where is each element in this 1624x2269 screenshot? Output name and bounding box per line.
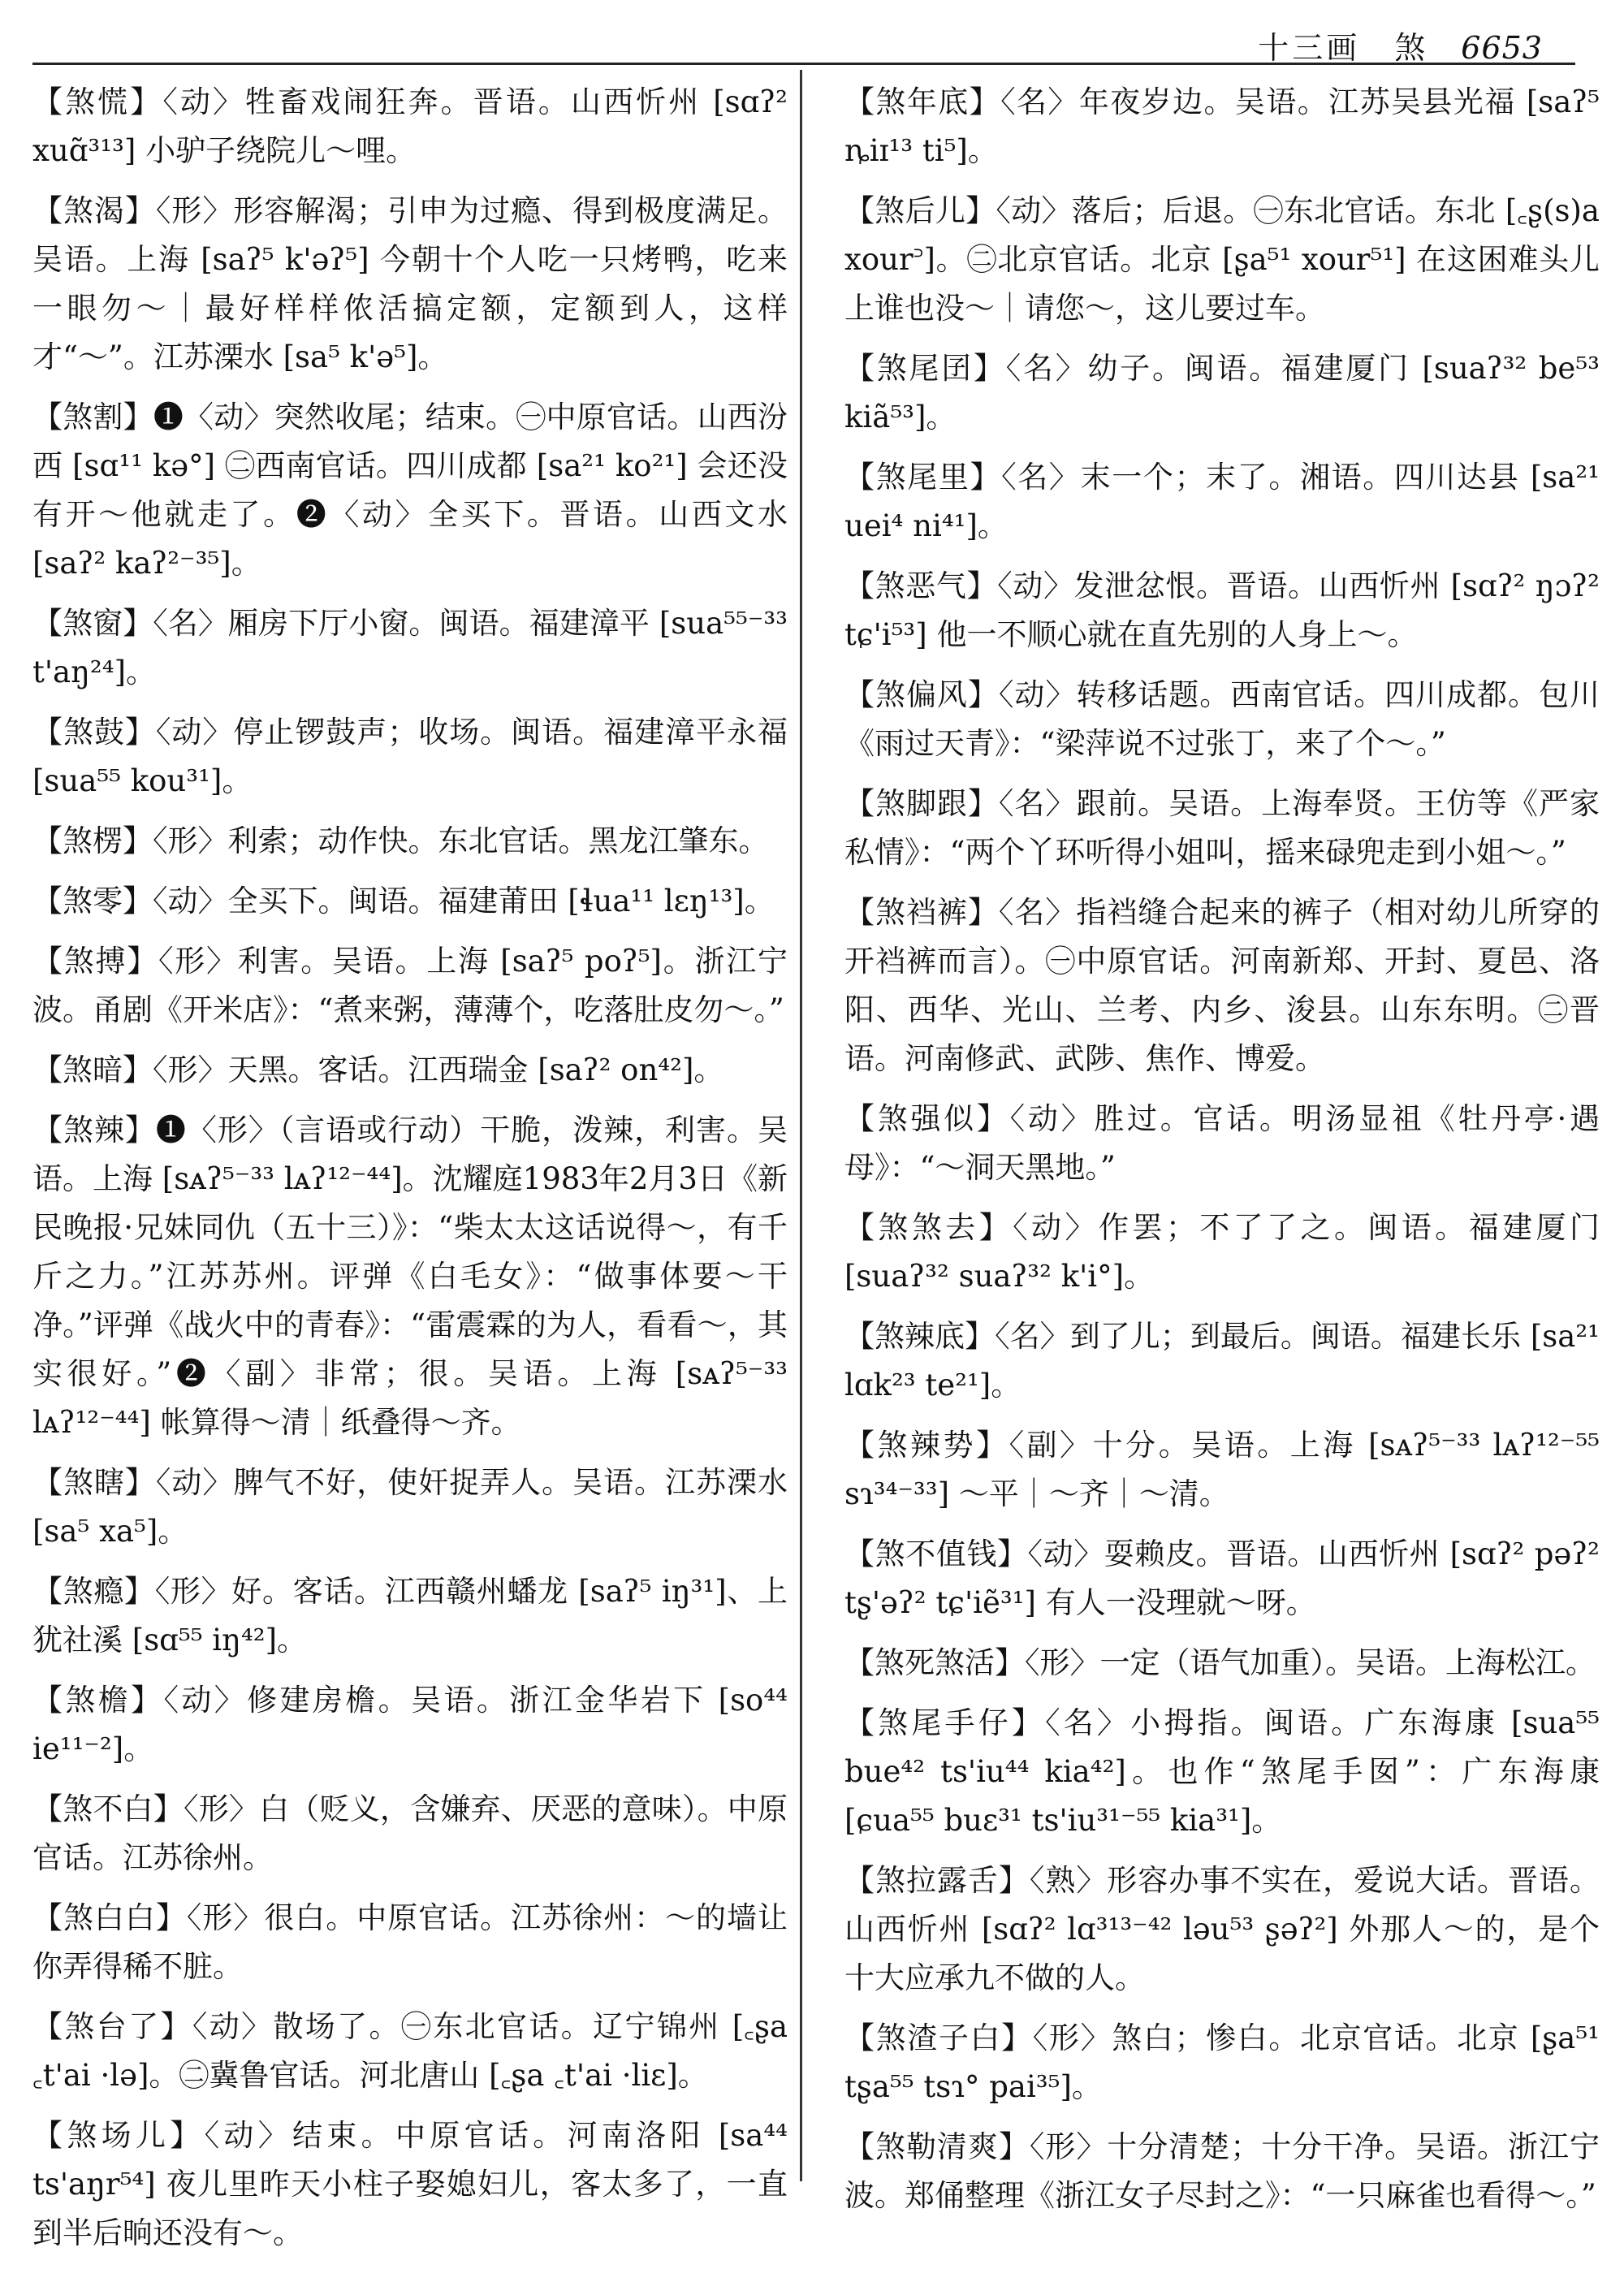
dictionary-entry: 【煞尾手仔】〈名〉小拇指。闽语。广东海康 [sua⁵⁵ bue⁴² ts'iu⁴⁴ kia⁴²]。也作“煞尾手囡”：广东海康 [ɕua⁵⁵ buɛ³¹ ts'iu³¹⁻⁵⁵ kia³¹]。 — [844, 1705, 1600, 1838]
dictionary-entry: 【煞窗】〈名〉厢房下厅小窗。闽语。福建漳平 [sua⁵⁵⁻³³ t'aŋ²⁴]。 — [32, 606, 788, 689]
dictionary-entry: 【煞白白】〈形〉很白。中原官话。江苏徐州：～的墙让你弄得稀不脏。 — [32, 1900, 788, 1984]
dictionary-entry: 【煞搏】〈形〉利害。吴语。上海 [saʔ⁵ poʔ⁵]。浙江宁波。甬剧《开米店》：“煮来粥，薄薄个，吃落肚皮勿～。” — [32, 944, 788, 1027]
dictionary-entry: 【煞辣】❶〈形〉（言语或行动）干脆，泼辣，利害。吴语。上海 [sᴀʔ⁵⁻³³ lᴀʔ¹²⁻⁴⁴]。沈耀庭1983年2月3日《新民晚报·兄妹同仇（五十三）》：“柴太太这话说得～，有千斤之力。”江苏苏州。评弹《白毛女》：“做事体要～干净。”评弹《战火中的青春》：“雷震霖的为人，看看～，其实很好。”❷〈副〉非常；很。吴语。上海 [sᴀʔ⁵⁻³³ lᴀʔ¹²⁻⁴⁴] 帐算得～清｜纸叠得～齐。 — [32, 1113, 788, 1440]
dictionary-entry: 【煞台了】〈动〉散场了。㊀东北官话。辽宁锦州 [꜀ʂa ꜀t'ai ·lə]。㊁冀鲁官话。河北唐山 [꜀ʂa ꜀t'ai ·liɛ]。 — [32, 2009, 788, 2093]
dictionary-entry: 【煞年底】〈名〉年夜岁边。吴语。江苏吴县光福 [saʔ⁵ ȵiɪ¹³ ti⁵]。 — [844, 84, 1600, 168]
dictionary-entry: 【煞后儿】〈动〉落后；后退。㊀东北官话。东北 [꜀ʂ(s)a xour꜄]。㊁北京官话。北京 [ʂa⁵¹ xour⁵¹] 在这困难头儿上谁也没～｜请您～，这儿要过车。 — [844, 193, 1600, 326]
dictionary-entry: 【煞鼓】〈动〉停止锣鼓声；收场。闽语。福建漳平永福 [sua⁵⁵ kou³¹]。 — [32, 715, 788, 798]
header-rule — [32, 63, 1575, 65]
dictionary-entry: 【煞拉露舌】〈熟〉形容办事不实在，爱说大话。晋语。山西忻州 [sɑʔ² lɑ³¹³⁻⁴² ləu⁵³ ʂəʔ²] 外那人～的，是个十大应承九不做的人。 — [844, 1863, 1600, 1995]
header-title: 十三画 煞 — [1258, 30, 1429, 66]
dictionary-entry: 【煞慌】〈动〉牲畜戏闹狂奔。晋语。山西忻州 [sɑʔ² xuɑ̃³¹³] 小驴子绕院儿～哩。 — [32, 84, 788, 168]
dictionary-entry: 【煞脚跟】〈名〉跟前。吴语。上海奉贤。王仿等《严家私情》：“两个丫环听得小姐叫，摇来碌兜走到小姐～。” — [844, 786, 1600, 870]
header-text — [1258, 23, 1543, 67]
dictionary-entry: 【煞檐】〈动〉修建房檐。吴语。浙江金华岩下 [so⁴⁴ ie¹¹⁻²]。 — [32, 1683, 788, 1766]
dictionary-entry: 【煞瘾】〈形〉好。客话。江西赣州蟠龙 [saʔ⁵ iŋ³¹]、上犹社溪 [sɑ⁵⁵ iŋ⁴²]。 — [32, 1574, 788, 1657]
dictionary-entry: 【煞偏风】〈动〉转移话题。西南官话。四川成都。包川《雨过天青》：“梁萍说不过张丁，来了个～。” — [844, 677, 1600, 761]
page-header — [32, 18, 1575, 65]
dictionary-entry: 【煞勒清爽】〈形〉十分清楚；十分干净。吴语。浙江宁波。郑俑整理《浙江女子尽封之》：“一只麻雀也看得～。” — [844, 2129, 1600, 2213]
dictionary-entry: 【煞不白】〈形〉白（贬义，含嫌弃、厌恶的意味）。中原官话。江苏徐州。 — [32, 1791, 788, 1875]
dictionary-entry: 【煞辣势】〈副〉十分。吴语。上海 [sᴀʔ⁵⁻³³ lᴀʔ¹²⁻⁵⁵ sɿ³⁴⁻³³] ～平｜～齐｜～清。 — [844, 1428, 1600, 1511]
dictionary-entry: 【煞渣子白】〈形〉煞白；惨白。北京官话。北京 [ʂa⁵¹ tʂa⁵⁵ tsɿ° pai³⁵]。 — [844, 2020, 1600, 2104]
right-column — [844, 78, 1600, 2232]
dictionary-entry: 【煞恶气】〈动〉发泄忿恨。晋语。山西忻州 [sɑʔ² ŋɔʔ² tɕ'i⁵³] 他一不顺心就在直先别的人身上～。 — [844, 568, 1600, 652]
dictionary-entry: 【煞尾囝】〈名〉幼子。闽语。福建厦门 [suaʔ³² be⁵³ kiã⁵³]。 — [844, 351, 1600, 434]
page-number: 6653 — [1461, 30, 1543, 66]
dictionary-entry: 【煞场儿】〈动〉结束。中原官话。河南洛阳 [sa⁴⁴ ts'aŋr⁵⁴] 夜儿里昨天小柱子娶媳妇儿，客太多了，一直到半后晌还没有～。 — [32, 2118, 788, 2250]
dictionary-entry: 【煞零】〈动〉全买下。闽语。福建莆田 [ɬua¹¹ lɛŋ¹³]。 — [32, 884, 775, 918]
dictionary-entry: 【煞辣底】〈名〉到了儿；到最后。闽语。福建长乐 [sa²¹ lɑk²³ te²¹]。 — [844, 1319, 1600, 1402]
left-column — [32, 78, 788, 2269]
dictionary-entry: 【煞裆裤】〈名〉指裆缝合起来的裤子（相对幼儿所穿的开裆裤而言）。㊀中原官话。河南新郑、开封、夏邑、洛阳、西华、光山、兰考、内乡、浚县。山东东明。㊁晋语。河南修武、武陟、焦作、博爱。 — [844, 895, 1600, 1076]
dictionary-entry: 【煞不值钱】〈动〉耍赖皮。晋语。山西忻州 [sɑʔ² pəʔ² tʂ'əʔ² tɕ'iẽ³¹] 有人一没理就～呀。 — [844, 1536, 1600, 1620]
dictionary-entry: 【煞煞去】〈动〉作罢；不了了之。闽语。福建厦门 [suaʔ³² suaʔ³² k'i°]。 — [844, 1210, 1600, 1294]
dictionary-entry: 【煞瞎】〈动〉脾气不好，使奸捉弄人。吴语。江苏溧水 [sa⁵ xa⁵]。 — [32, 1465, 788, 1549]
dictionary-entry: 【煞暗】〈形〉天黑。客话。江西瑞金 [saʔ² on⁴²]。 — [32, 1052, 724, 1087]
dictionary-entry: 【煞强似】〈动〉胜过。官话。明汤显祖《牡丹亭·遇母》：“～洞天黑地。” — [844, 1101, 1600, 1185]
dictionary-entry: 【煞死煞活】〈形〉一定（语气加重）。吴语。上海松江。 — [844, 1645, 1596, 1680]
dictionary-entry: 【煞渴】〈形〉形容解渴；引申为过瘾、得到极度满足。吴语。上海 [saʔ⁵ k'əʔ⁵] 今朝十个人吃一只烤鸭，吃来一眼勿～｜最好样样侬活搞定额，定额到人，这样才“～”。江苏溧水 [sa⁵ k'ə⁵]。 — [32, 193, 788, 374]
column-divider — [800, 70, 802, 2181]
dictionary-entry: 【煞楞】〈形〉利索；动作快。东北官话。黑龙江肇东。 — [32, 823, 769, 858]
dictionary-entry: 【煞割】❶〈动〉突然收尾；结束。㊀中原官话。山西汾西 [sɑ¹¹ kə°] ㊁西南官话。四川成都 [sa²¹ ko²¹] 会还没有开～他就走了。❷〈动〉全买下。晋语。山西文水 [saʔ² kaʔ²⁻³⁵]。 — [32, 400, 788, 581]
dictionary-entry: 【煞尾里】〈名〉末一个；末了。湘语。四川达县 [sa²¹ uei⁴ ni⁴¹]。 — [844, 460, 1600, 543]
